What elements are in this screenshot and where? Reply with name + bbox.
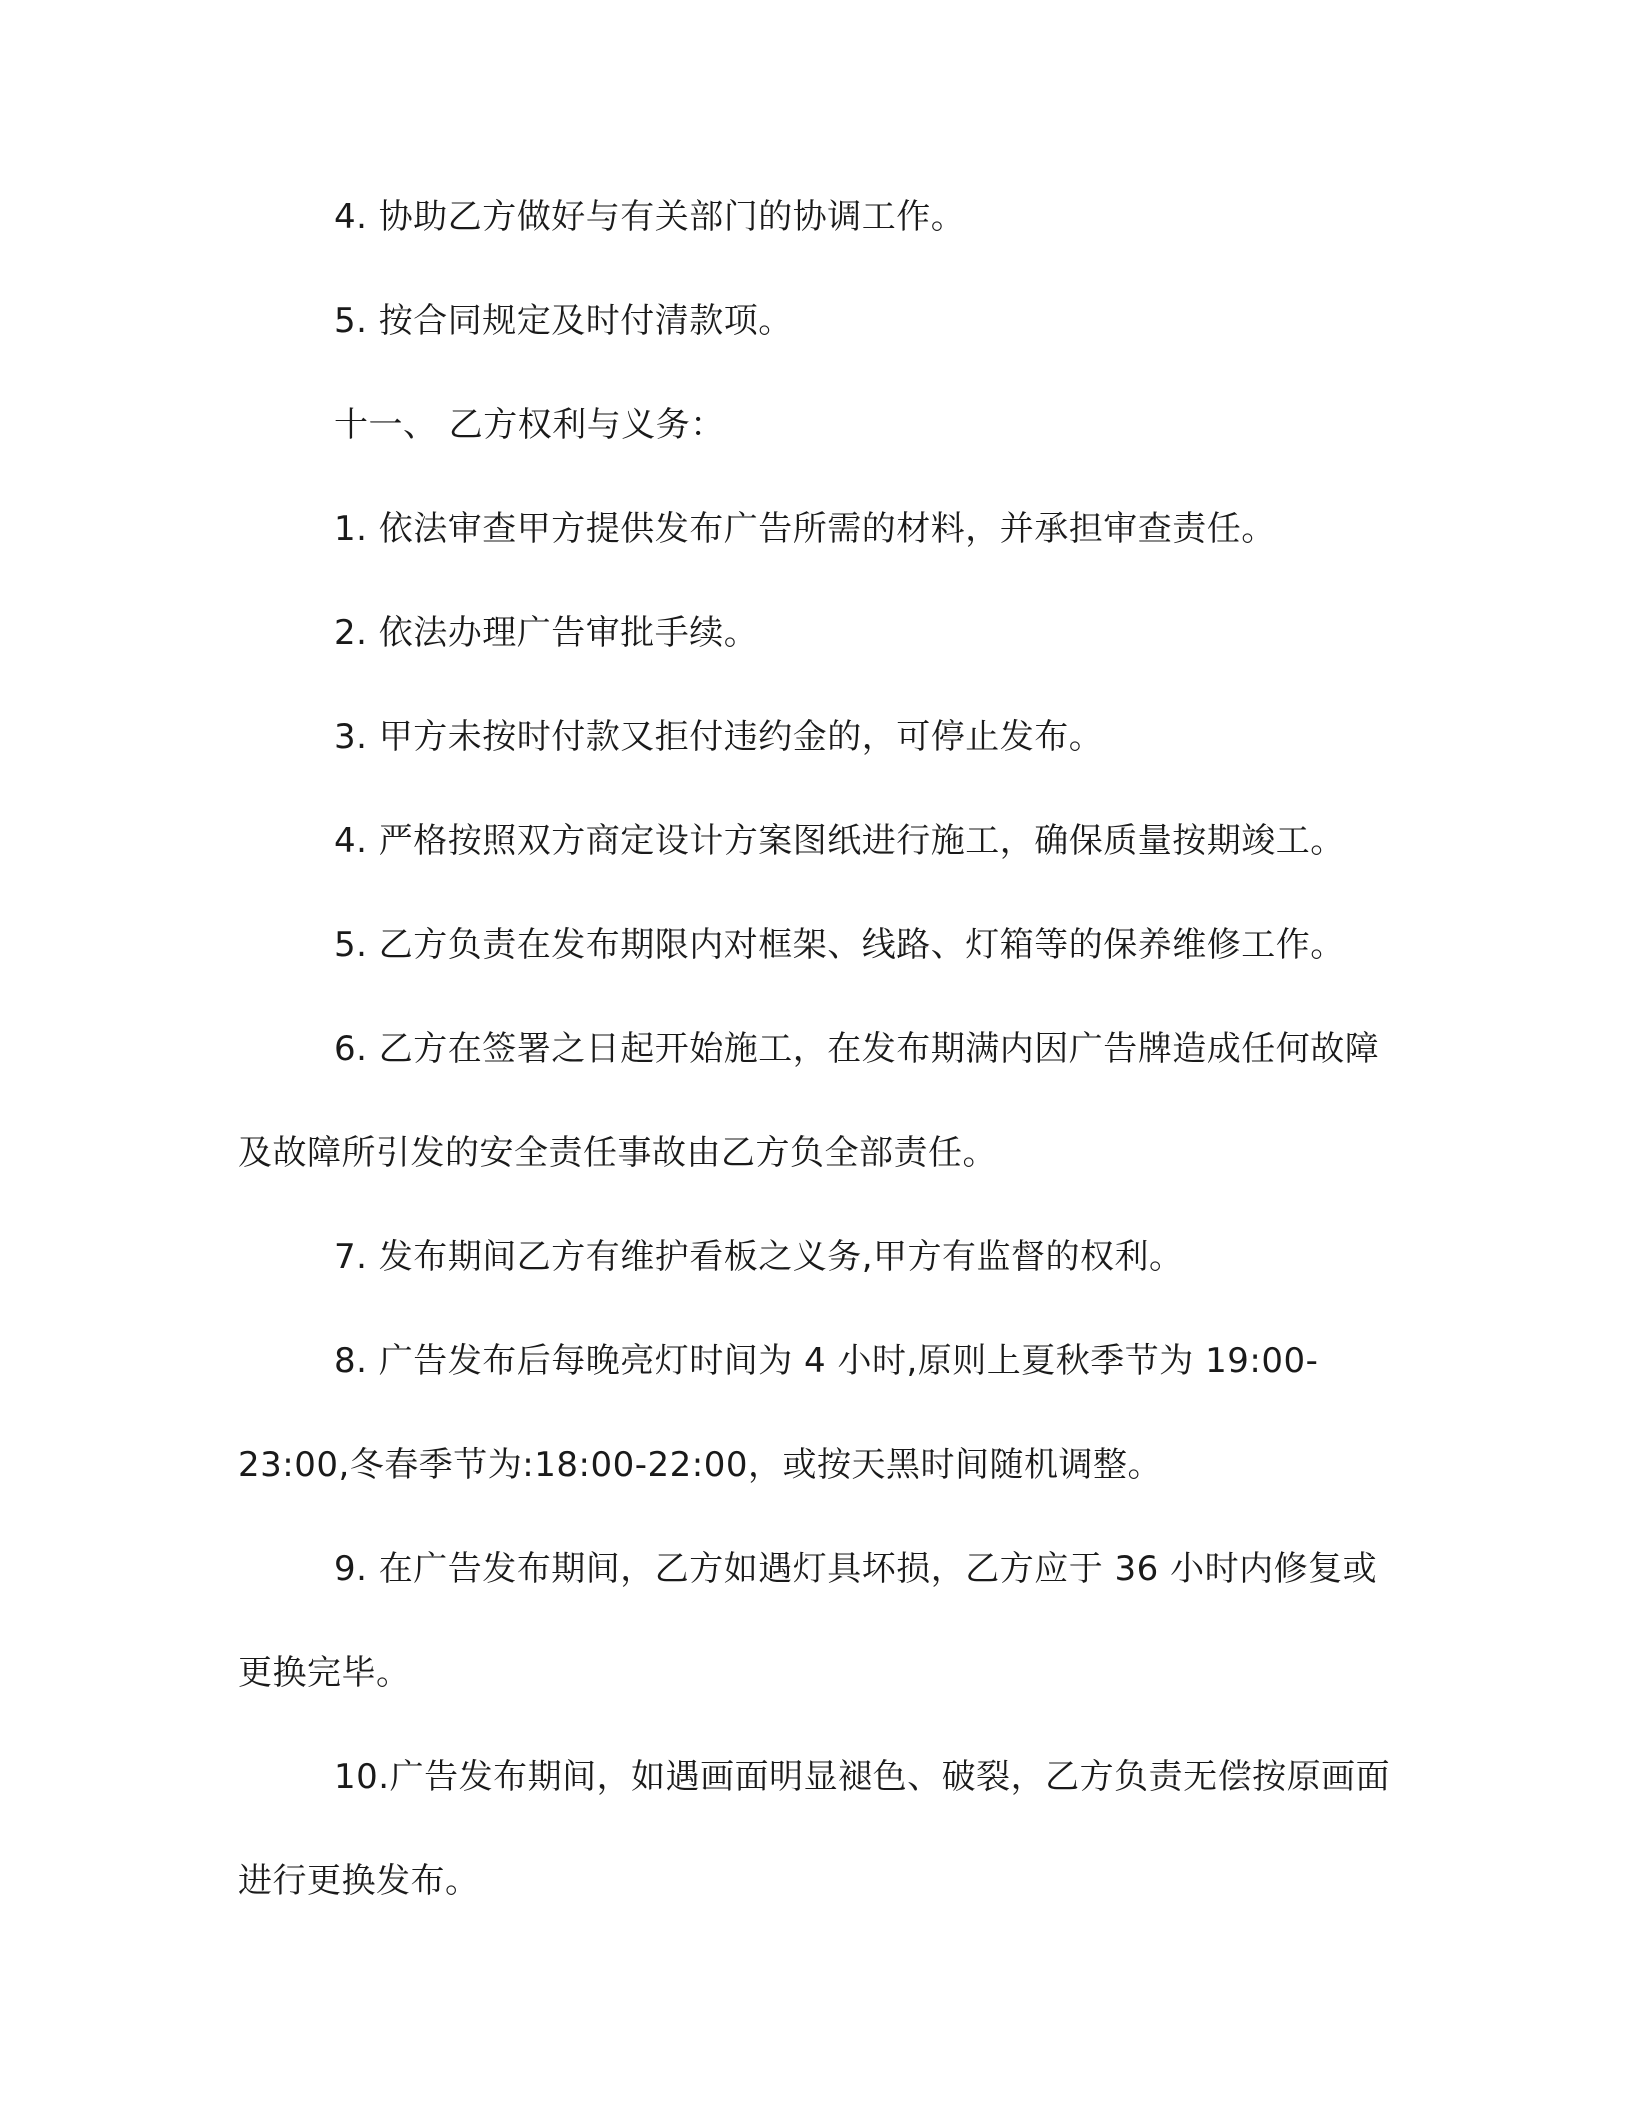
paragraph-obligation-5: 5. 按合同规定及时付清款项。 xyxy=(334,301,793,341)
paragraph-party-b-2: 2. 依法办理广告审批手续。 xyxy=(334,613,759,653)
paragraph-obligation-4: 4. 协助乙方做好与有关部门的协调工作。 xyxy=(334,197,966,237)
paragraph-party-b-7: 7. 发布期间乙方有维护看板之义务,甲方有监督的权利。 xyxy=(334,1237,1184,1277)
paragraph-party-b-8: 8. 广告发布后每晚亮灯时间为 4 小时,原则上夏秋季节为 19:00-23:00,冬春季节为:18:00-22:00，或按天黑时间随机调整。 xyxy=(238,1341,1319,1485)
paragraph-party-b-9: 9. 在广告发布期间，乙方如遇灯具坏损，乙方应于 36 小时内修复或更换完毕。 xyxy=(238,1549,1378,1693)
paragraph-party-b-10: 10.广告发布期间，如遇画面明显褪色、破裂，乙方负责无偿按原画面进行更换发布。 xyxy=(238,1757,1391,1901)
paragraph-party-b-5: 5. 乙方负责在发布期限内对框架、线路、灯箱等的保养维修工作。 xyxy=(334,925,1345,965)
paragraph-party-b-1: 1. 依法审查甲方提供发布广告所需的材料，并承担审查责任。 xyxy=(334,509,1276,549)
section-heading-party-b-rights: 十一、 乙方权利与义务： xyxy=(334,405,725,445)
paragraph-party-b-4: 4. 严格按照双方商定设计方案图纸进行施工，确保质量按期竣工。 xyxy=(334,821,1345,861)
paragraph-party-b-3: 3. 甲方未按时付款又拒付违约金的，可停止发布。 xyxy=(334,717,1104,757)
paragraph-party-b-6: 6. 乙方在签署之日起开始施工，在发布期满内因广告牌造成任何故障及故障所引发的安全责任事故由乙方负全部责任。 xyxy=(238,1029,1380,1173)
